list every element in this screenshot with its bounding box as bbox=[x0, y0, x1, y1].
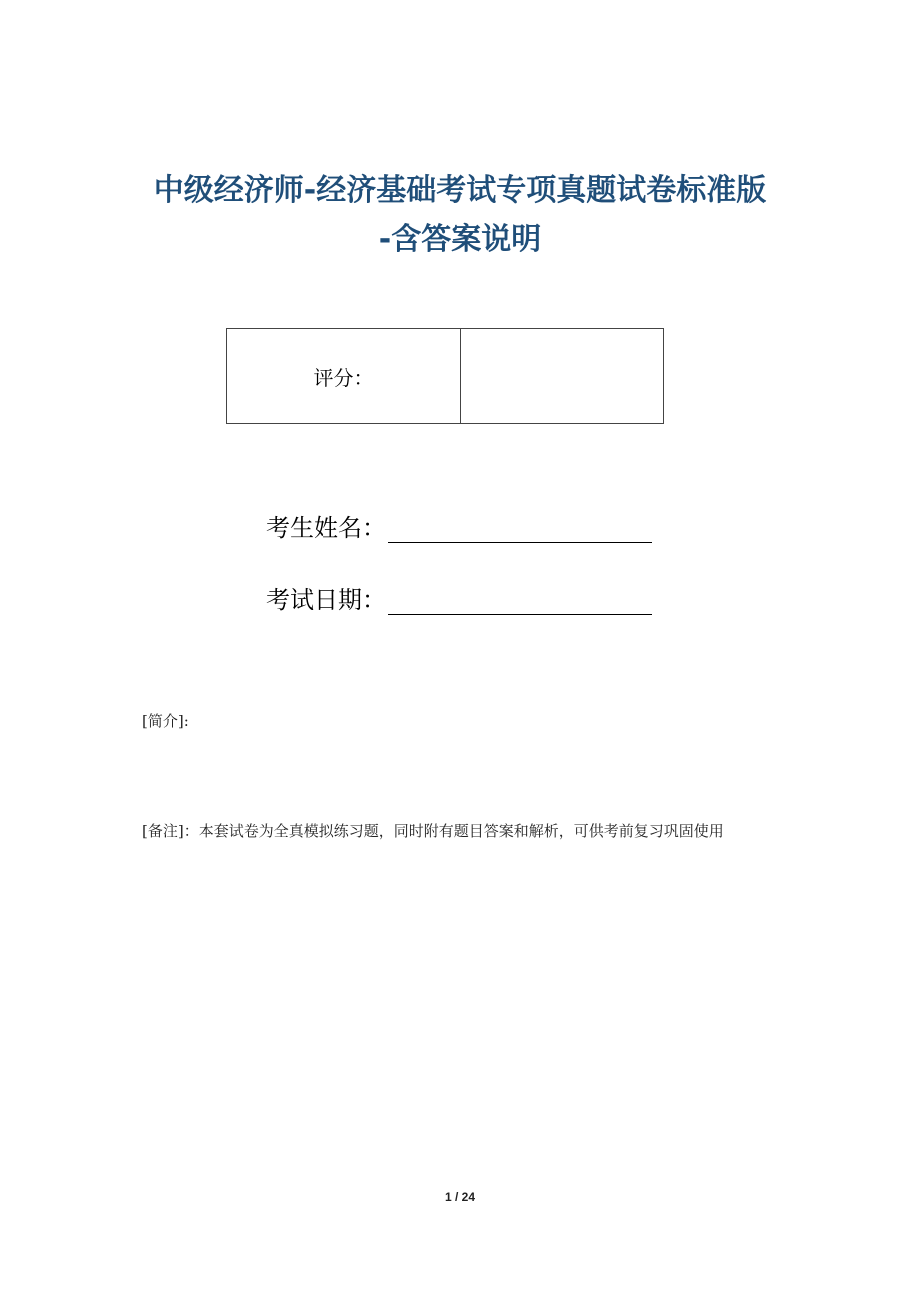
intro-note: [简介]: bbox=[142, 712, 189, 730]
candidate-name-blank bbox=[388, 514, 652, 543]
document-title-line2: -含答案说明 bbox=[378, 222, 542, 257]
candidate-name-label: 考生姓名： bbox=[266, 514, 386, 542]
candidate-name-field bbox=[266, 508, 652, 543]
score-label: 评分： bbox=[227, 329, 461, 423]
score-table bbox=[226, 328, 664, 424]
remark-note: [备注]：本套试卷为全真模拟练习题，同时附有题目答案和解析，可供考前复习巩固使用 bbox=[142, 822, 724, 840]
document-title-line1: 中级经济师-经济基础考试专项真题试卷标准版 bbox=[153, 173, 767, 208]
score-value-cell bbox=[461, 329, 663, 423]
page-number: 1 / 24 bbox=[444, 1190, 476, 1204]
exam-date-blank bbox=[388, 586, 652, 615]
exam-date-field bbox=[266, 580, 652, 615]
exam-date-label: 考试日期： bbox=[266, 586, 386, 614]
